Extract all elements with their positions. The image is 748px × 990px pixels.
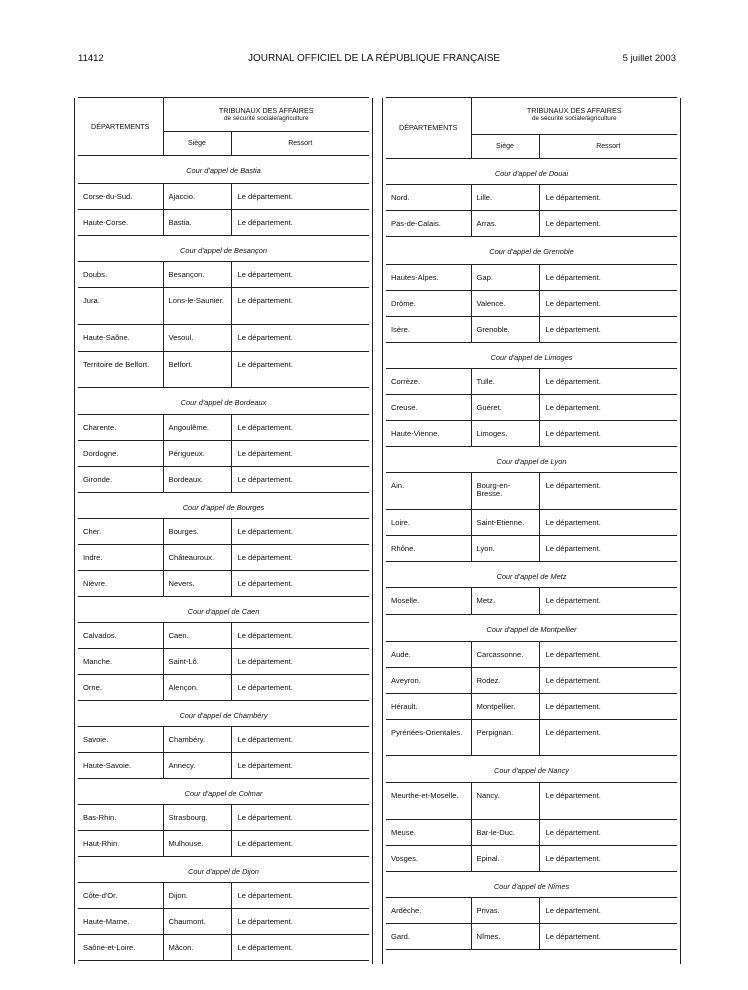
ressort-cell: Le département. [539,667,677,693]
ressort-cell: Le département. [539,819,677,845]
court-row [386,561,677,587]
table-row [386,897,677,923]
court-name: Cour d'appel de Bourges [78,492,369,518]
ressort-cell: Le département. [539,535,677,561]
court-name: Cour d'appel de Nancy [386,755,677,782]
siege-cell: Perpignan. [471,719,539,755]
siege-cell: Vesoul. [163,324,231,351]
ressort-cell: Le département. [539,394,677,420]
table-row [78,544,369,570]
tribunaux-title: TRIBUNAUX DES AFFAIRES [218,106,314,115]
siege-cell: Annecy. [163,752,231,778]
court-row [78,235,369,261]
departement-cell: Charente. [78,414,163,440]
table-row [386,535,677,561]
ressort-cell: Le département. [231,440,369,466]
tribunaux-header [471,98,677,134]
siege-cell: Saint-Lô. [163,648,231,674]
tribunals-table-right [386,98,677,950]
siege-cell: Grenoble. [471,316,539,342]
departement-cell: Ardèche. [386,897,471,923]
court-name: Cour d'appel de Metz [386,561,677,587]
departement-cell: Saône-et-Loire. [78,934,163,960]
siege-cell: Nevers. [163,570,231,596]
departement-cell: Nièvre. [78,570,163,596]
siege-cell: Mâcon. [163,934,231,960]
departement-cell: Gironde. [78,466,163,492]
ressort-cell: Le département. [231,908,369,934]
court-row [386,236,677,264]
table-row [78,908,369,934]
ressort-cell: Le département. [231,726,369,752]
departement-cell: Calvados. [78,622,163,648]
departement-cell: Rhône. [386,535,471,561]
siege-cell: Lons-le-Saunier. [163,287,231,324]
siege-cell: Châteauroux. [163,544,231,570]
table-row [386,264,677,290]
siege-cell: Strasbourg. [163,804,231,830]
ressort-cell: Le département. [539,472,677,509]
departement-cell: Drôme. [386,290,471,316]
ressort-cell: Le département. [231,648,369,674]
departement-cell: Territoire de Belfort. [78,351,163,387]
ressort-cell: Le département. [539,782,677,819]
siege-cell: Chaumont. [163,908,231,934]
siege-cell: Lille. [471,184,539,210]
table-row [78,752,369,778]
departement-cell: Aude. [386,641,471,667]
ressort-cell: Le département. [231,287,369,324]
departement-cell: Haute-Savoie. [78,752,163,778]
table-row [78,804,369,830]
ressort-cell: Le département. [231,544,369,570]
court-name: Cour d'appel de Douai [386,158,677,184]
ressort-cell: Le département. [231,466,369,492]
court-name: Cour d'appel de Grenoble [386,236,677,264]
table-row [78,518,369,544]
ressort-cell: Le département. [539,368,677,394]
siege-cell: Mulhouse. [163,830,231,856]
court-row [386,755,677,782]
table-row [386,587,677,614]
table-row [386,641,677,667]
siege-cell: Belfort. [163,351,231,387]
ressort-cell: Le département. [231,570,369,596]
ressort-cell: Le département. [231,804,369,830]
ressort-cell: Le département. [539,420,677,446]
siege-cell: Angoulême. [163,414,231,440]
departement-cell: Isère. [386,316,471,342]
ressort-cell: Le département. [231,752,369,778]
siege-cell: Tulle. [471,368,539,394]
departement-cell: Creuse. [386,394,471,420]
court-row [78,596,369,622]
departement-cell: Aveyron. [386,667,471,693]
siege-cell: Nîmes. [471,923,539,949]
tribunaux-title: TRIBUNAUX DES AFFAIRES [526,106,622,115]
table-header-row [78,98,369,131]
ressort-cell: Le département. [231,518,369,544]
table-row [78,648,369,674]
left-column-rows [78,155,369,960]
siege-cell: Privas. [471,897,539,923]
siege-cell: Limoges. [471,420,539,446]
siege-cell: Nancy. [471,782,539,819]
ressort-cell: Le département. [231,324,369,351]
table-row [78,882,369,908]
siege-cell: Alençon. [163,674,231,700]
ressort-cell: Le département. [231,351,369,387]
tribunaux-subtitle: de sécurité sociale/agriculture [531,115,617,122]
publication-date: 5 juillet 2003 [622,53,676,64]
departement-cell: Gard. [386,923,471,949]
departement-cell: Jura. [78,287,163,324]
departement-cell: Corrèze. [386,368,471,394]
siege-header: Siège [471,134,539,158]
table-row [78,570,369,596]
siege-cell: Lyon. [471,535,539,561]
table-row [78,466,369,492]
table-row [78,183,369,209]
court-row [386,342,677,368]
siege-cell: Caen. [163,622,231,648]
departement-cell: Dordogne. [78,440,163,466]
table-row [386,923,677,949]
ressort-cell: Le département. [539,290,677,316]
court-row [78,778,369,804]
table-row [386,693,677,719]
siege-cell: Rodez. [471,667,539,693]
tribunaux-header [163,98,369,131]
siege-cell: Dijon. [163,882,231,908]
ressort-cell: Le département. [539,587,677,614]
departement-cell: Savoie. [78,726,163,752]
siege-cell: Montpellier. [471,693,539,719]
ressort-cell: Le département. [539,316,677,342]
departement-cell: Meuse. [386,819,471,845]
ressort-cell: Le département. [539,719,677,755]
ressort-cell: Le département. [539,897,677,923]
ressort-cell: Le département. [231,183,369,209]
court-row [386,871,677,897]
table-row [78,622,369,648]
table-row [78,414,369,440]
siege-cell: Valence. [471,290,539,316]
departement-cell: Hautes-Alpes. [386,264,471,290]
ressort-cell: Le département. [539,641,677,667]
ressort-cell: Le département. [231,674,369,700]
siege-cell: Gap. [471,264,539,290]
tribunaux-subtitle: de sécurité sociale/agriculture [223,115,309,122]
table-row [78,934,369,960]
departement-cell: Hérault. [386,693,471,719]
court-name: Cour d'appel de Lyon [386,446,677,472]
departement-cell: Pas-de-Calais. [386,210,471,236]
ressort-cell: Le département. [231,414,369,440]
departement-cell: Corse-du-Sud. [78,183,163,209]
siege-cell: Arras. [471,210,539,236]
ressort-cell: Le département. [231,830,369,856]
departement-cell: Cher. [78,518,163,544]
departement-cell: Vosges. [386,845,471,871]
table-row [386,290,677,316]
court-row [78,387,369,414]
siege-cell: Guéret. [471,394,539,420]
departement-cell: Haute-Saône. [78,324,163,351]
court-name: Cour d'appel de Bastia [78,155,369,183]
journal-title: JOURNAL OFFICIEL DE LA RÉPUBLIQUE FRANÇAISE [247,53,501,64]
departement-cell: Doubs. [78,261,163,287]
departement-cell: Haute-Marne. [78,908,163,934]
court-name: Cour d'appel de Limoges [386,342,677,368]
court-row [386,446,677,472]
siege-cell: Bar-le-Duc. [471,819,539,845]
table-row [386,719,677,755]
table-row [78,830,369,856]
ressort-cell: Le département. [231,882,369,908]
table-row [386,472,677,509]
siege-header: Siège [163,131,231,155]
table-row [386,210,677,236]
departement-cell: Loire. [386,509,471,535]
right-column-rows [386,158,677,949]
court-name: Cour d'appel de Nîmes [386,871,677,897]
table-row [78,351,369,387]
table-row [386,845,677,871]
siege-cell: Périgueux. [163,440,231,466]
siege-cell: Bastia. [163,209,231,235]
siege-cell: Bourges. [163,518,231,544]
departement-cell: Indre. [78,544,163,570]
siege-cell: Saint-Etienne. [471,509,539,535]
siege-cell: Chambéry. [163,726,231,752]
ressort-cell: Le département. [539,509,677,535]
departement-cell: Nord. [386,184,471,210]
departement-cell: Haut-Rhin. [78,830,163,856]
table-row [78,440,369,466]
table-header-row [386,98,677,134]
court-name: Cour d'appel de Colmar [78,778,369,804]
siege-cell: Bourg-en-Bresse. [471,472,539,509]
tribunals-table-left [78,98,369,961]
court-name: Cour d'appel de Chambéry [78,700,369,726]
table-row [386,782,677,819]
court-row [386,614,677,641]
ressort-header: Ressort [539,134,677,158]
table-row [386,184,677,210]
ressort-cell: Le département. [231,261,369,287]
table-row [78,209,369,235]
ressort-header: Ressort [231,131,369,155]
departement-cell: Haute-Vienne. [386,420,471,446]
ressort-cell: Le département. [539,923,677,949]
departement-cell: Bas-Rhin. [78,804,163,830]
departement-cell: Meurthe-et-Moselle. [386,782,471,819]
table-row [386,420,677,446]
table-row [386,394,677,420]
siege-cell: Epinal. [471,845,539,871]
departement-cell: Moselle. [386,587,471,614]
siege-cell: Ajaccio. [163,183,231,209]
table-row [386,368,677,394]
departement-cell: Manche. [78,648,163,674]
ressort-cell: Le département. [231,622,369,648]
departement-cell: Pyrénées-Orientales. [386,719,471,755]
departement-cell: Côte-d'Or. [78,882,163,908]
table-row [386,509,677,535]
court-row [78,492,369,518]
table-row [78,261,369,287]
court-name: Cour d'appel de Dijon [78,856,369,882]
departements-header: DÉPARTEMENTS [386,98,471,158]
departement-cell: Orne. [78,674,163,700]
court-row [78,700,369,726]
table-row [78,674,369,700]
court-name: Cour d'appel de Bordeaux [78,387,369,414]
table-row [386,667,677,693]
table-row [386,819,677,845]
departements-header: DÉPARTEMENTS [78,98,163,155]
court-name: Cour d'appel de Caen [78,596,369,622]
court-name: Cour d'appel de Besançon [78,235,369,261]
court-row [78,155,369,183]
left-column [78,97,369,964]
table-row [78,324,369,351]
ressort-cell: Le département. [539,845,677,871]
siege-cell: Besançon. [163,261,231,287]
court-row [78,856,369,882]
siege-cell: Carcassonne. [471,641,539,667]
ressort-cell: Le département. [539,264,677,290]
page-number: 11412 [78,53,104,64]
table-row [78,726,369,752]
table-row [386,316,677,342]
court-name: Cour d'appel de Montpellier [386,614,677,641]
siege-cell: Bordeaux. [163,466,231,492]
right-column [386,97,677,964]
court-row [386,158,677,184]
ressort-cell: Le département. [231,934,369,960]
table-row [78,287,369,324]
departement-cell: Ain. [386,472,471,509]
departement-cell: Haute-Corse. [78,209,163,235]
ressort-cell: Le département. [231,209,369,235]
siege-cell: Metz. [471,587,539,614]
ressort-cell: Le département. [539,693,677,719]
ressort-cell: Le département. [539,210,677,236]
ressort-cell: Le département. [539,184,677,210]
